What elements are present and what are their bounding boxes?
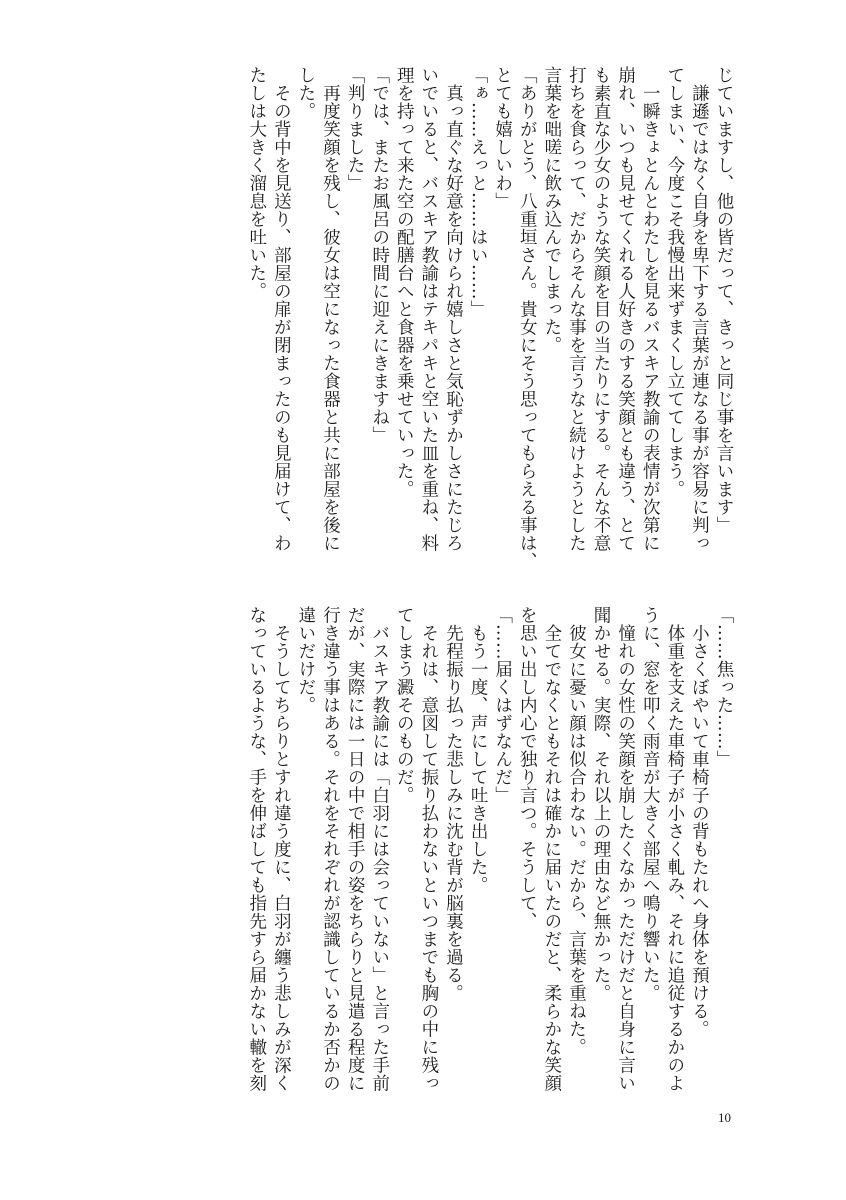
text-line: 憧れの女性の笑顔を崩したくなかっただけだと自身に言い [615,606,636,1092]
text-line: 「……焦った……」 [714,606,734,768]
text-line: 彼女に憂い顔は似合わない。だから、言葉を重ねた。 [566,606,587,1056]
text-line: 「では、またお風呂の時間に迎えにきますね」 [369,66,390,444]
text-line: 「判りました」 [345,66,366,192]
text-line: 「……届くはずなんだ」 [492,606,513,804]
text-line: 違いだけだ。 [295,606,316,714]
text-line: その背中を見送り、部屋の扉が閉まったのも見届けて、わ [271,66,292,552]
text-line: 聞かせる。実際、それ以上の理由など無かった。 [591,606,612,1002]
text-line: なっているような、手を伸ばしても指先すら届かない轍を刻 [246,606,267,1092]
text-line: 再度笑顔を残し、彼女は空になった食器と共に部屋を後に [320,66,341,552]
text-line: じていますし、他の皆だって、きっと同じ事を言います」 [714,66,734,534]
text-line: 「ありがとう、八重垣さん。貴女にそう思ってもらえる事は、 [517,66,538,570]
text-line: それは、意図して振り払わないといつまでも胸の中に残っ [418,606,439,1092]
text-line: 「ぁ……えっと……はい……」 [468,66,489,318]
text-line: だが、実際には一日の中で相手の姿をちらりと見遣る程度に [345,606,366,1092]
text-line: 体重を支えた車椅子が小さく軋み、それに追従するかのよ [664,606,685,1092]
text-line: たしは大きく溜息を吐いた。 [246,66,267,300]
text-line: もう一度、声にして吐き出した。 [468,606,489,894]
text-line: とても嬉しいわ」 [492,66,513,210]
text-line: を思い出し内心で独り言つ。そうして、 [517,606,538,930]
text-line: 先程振り払った悲しみに沈む背が脳裏を過る。 [443,606,464,1002]
text-line: 理を持って来た空の配膳台へと食器を乗せていった。 [394,66,415,498]
page-number: 10 [718,1110,731,1125]
upper-text-block [244,66,736,570]
text-line: てしまう澱そのものだ。 [394,606,415,804]
text-line: 言葉を咄嗟に飲み込んでしまった。 [541,66,562,354]
lower-text-block [244,606,736,1092]
text-line: 行き違う事はある。それをそれぞれが認識しているか否かの [320,606,341,1092]
text-line: 謙遜ではなく自身を卑下する言葉が連なる事が容易に判っ [689,66,710,552]
text-line: した。 [295,66,316,120]
text-line: も素直な少女のような笑顔を目の当たりにする。そんな不意 [591,66,612,552]
text-line: そうしてちらりとすれ違う度に、白羽が纏う悲しみが深く [271,606,292,1092]
text-line: 打ちを食らって、だからそんな事を言うなと続けようとした [566,66,587,552]
text-line: バスキア教諭には「白羽には会っていない」と言った手前 [369,606,390,1092]
text-line: 全てでなくともそれは確かに届いたのだと、柔らかな笑顔 [541,606,562,1092]
text-line: 崩れ、いつも見せてくれる人好きのする笑顔とも違う、とて [615,66,636,552]
text-line: 一瞬きょとんとわたしを見るバスキア教諭の表情が次第に [640,66,661,552]
text-line: 真っ直ぐな好意を向けられ嬉しさと気恥ずかしさにたじろ [443,66,464,552]
text-line: 小さくぼやいて車椅子の背もたれへ身体を預ける。 [689,606,710,1038]
text-line: いでいると、バスキア教諭はテキパキと空いた皿を重ね、料 [418,66,439,552]
text-line: うに、窓を叩く雨音が大きく部屋へ鳴り響いた。 [640,606,661,1002]
text-line: てしまい、今度こそ我慢出来ずまくし立ててしまう。 [664,66,685,498]
